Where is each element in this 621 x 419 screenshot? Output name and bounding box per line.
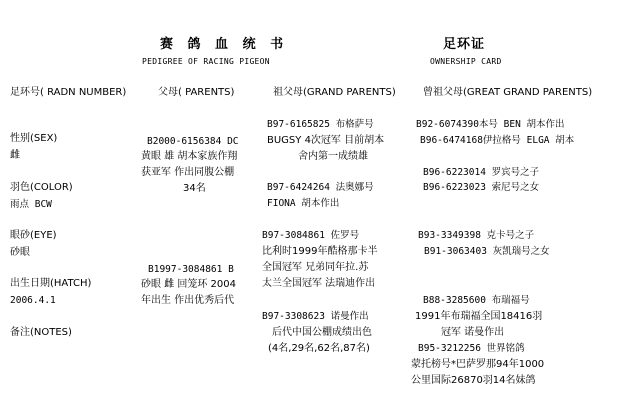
great-grandparent-8-ring: B95-3212256 世界铭鸽 xyxy=(418,343,525,354)
great-grandparent-2: B96-6474168伊拉格号 ELGA 胡本 xyxy=(420,135,575,146)
ownership-title-cn: 足环证 xyxy=(443,37,486,52)
sex-label: 性别(SEX) xyxy=(10,133,58,144)
column-header-ring: 足环号( RADN NUMBER) xyxy=(10,87,127,98)
great-grandparent-5: B93-3349398 克卡号之子 xyxy=(418,230,535,241)
hatch-value: 2006.4.1 xyxy=(10,295,56,306)
sire-description-2: 获亚军 作出同腹公棚 xyxy=(141,167,235,178)
dam-description-2: 年出生 作出优秀后代 xyxy=(141,295,235,306)
great-grandparent-7-desc-1: 1991年布瑞福全国18416羽 xyxy=(415,311,543,322)
great-grandparent-7-desc-2: 冠军 诺曼作出 xyxy=(441,327,505,338)
grandsire-dam-desc-1: 比利时1999年酷格那卡半 xyxy=(262,246,378,257)
great-grandparent-1: B92-6074390本号 BEN 胡本作出 xyxy=(416,119,565,130)
column-header-grand-parents: 祖父母(GRAND PARENTS) xyxy=(273,87,396,98)
dam-ring-number: B1997-3084861 B xyxy=(148,264,234,275)
grandsire-sire-desc-1: BUGSY 4次冠军 目前胡本 xyxy=(267,135,385,146)
sire-description-1: 黄眼 雄 胡本家族作翔 xyxy=(141,151,238,162)
column-header-great-grand-parents: 曾祖父母(GREAT GRAND PARENTS) xyxy=(423,87,593,98)
pedigree-title-cn: 赛 鸽 血 统 书 xyxy=(160,37,289,52)
great-grandparent-7-ring: B88-3285600 布瑞福号 xyxy=(423,295,530,306)
eye-label: 眼砂(EYE) xyxy=(10,230,57,241)
grandsire-sire-desc-2: 舍内第一成绩雄 xyxy=(298,151,368,162)
hatch-label: 出生日期(HATCH) xyxy=(10,278,92,289)
great-grandparent-8-desc-1: 蒙托榜号*巴萨罗那94年1000 xyxy=(411,359,545,370)
great-grandparent-4: B96-6223023 索尼号之女 xyxy=(423,182,540,193)
granddam-sire-desc: FIONA 胡本作出 xyxy=(267,198,340,209)
grandsire-dam-desc-2: 全国冠军 兄弟同年拉.苏 xyxy=(262,262,369,273)
sex-value: 雌 xyxy=(10,150,20,161)
great-grandparent-6: B91-3063403 灰凯瑞号之女 xyxy=(424,246,550,257)
color-label: 羽色(COLOR) xyxy=(10,182,73,193)
granddam-dam-desc-1: 后代中国公棚成绩出色 xyxy=(272,327,372,338)
grandsire-dam-desc-3: 太兰全国冠军 法瑞迪作出 xyxy=(262,278,376,289)
grandsire-sire-ring: B97-6165825 布格萨号 xyxy=(267,119,374,130)
column-header-parents: 父母( PARENTS) xyxy=(158,87,235,98)
granddam-sire-ring: B97-6424264 法奥娜号 xyxy=(267,182,374,193)
sire-description-3: 34名 xyxy=(183,183,206,194)
granddam-dam-ring: B97-3308623 诺曼作出 xyxy=(262,311,369,322)
sire-ring-number: B2000-6156384 DC xyxy=(147,136,239,147)
grandsire-dam-ring: B97-3084861 佐罗号 xyxy=(262,230,360,241)
notes-label: 备注(NOTES) xyxy=(10,327,72,338)
eye-value: 砂眼 xyxy=(10,247,30,258)
ownership-title-en: OWNERSHIP CARD xyxy=(430,57,502,66)
great-grandparent-3: B96-6223014 罗宾号之子 xyxy=(423,167,540,178)
pedigree-title-en: PEDIGREE OF RACING PIGEON xyxy=(142,57,270,66)
granddam-dam-desc-2: (4名,29名,62名,87名) xyxy=(268,343,370,354)
dam-description-1: 砂眼 雌 回笼环 2004 xyxy=(141,279,236,290)
great-grandparent-8-desc-2: 公里国际26870羽14名妹鸽 xyxy=(411,375,536,386)
color-value: 雨点 BCW xyxy=(10,199,52,210)
